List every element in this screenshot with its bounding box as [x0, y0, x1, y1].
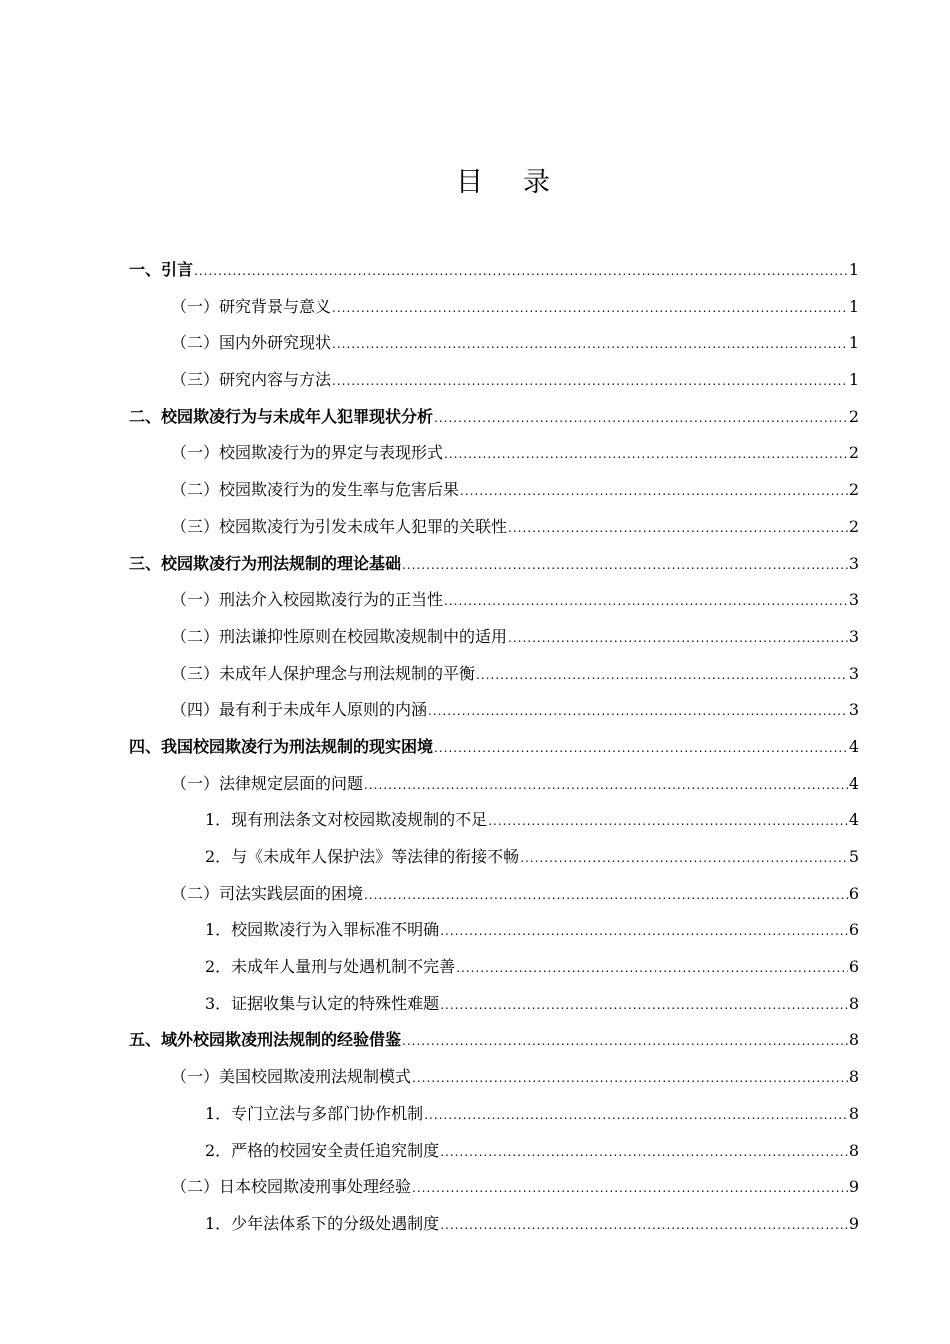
toc-dot-leader	[364, 767, 848, 804]
toc-entry-label: 3．证据收集与认定的特殊性难题	[205, 993, 440, 1013]
toc-entry-label: 1．专门立法与多部门协作机制	[205, 1103, 424, 1123]
toc-dot-leader	[444, 436, 848, 473]
toc-entry-page-number: 3	[848, 553, 859, 573]
toc-entry-label: 2．严格的校园安全责任追究制度	[205, 1140, 440, 1160]
toc-entry-level-3[interactable]	[0, 912, 950, 949]
toc-entry-page-number: 1	[848, 296, 859, 316]
toc-dot-leader	[460, 473, 848, 510]
toc-dot-leader	[440, 987, 848, 1024]
toc-entry-page-number: 9	[848, 1213, 859, 1233]
toc-dot-leader	[434, 400, 848, 437]
toc-dot-leader	[440, 1207, 848, 1244]
toc-dot-leader	[194, 253, 848, 290]
toc-entry-page-number: 8	[848, 1140, 859, 1160]
toc-entry-label: （二）司法实践层面的困境	[171, 883, 364, 903]
toc-entry-level-2[interactable]	[0, 692, 950, 729]
toc-entry-level-3[interactable]	[0, 949, 950, 986]
toc-dot-leader	[412, 1060, 848, 1097]
toc-entry-label: （三）研究内容与方法	[171, 370, 332, 390]
toc-entry-label: （一）刑法介入校园欺凌行为的正当性	[171, 590, 444, 610]
toc-entry-page-number: 8	[848, 993, 859, 1013]
toc-entry-label: （二）国内外研究现状	[171, 333, 332, 353]
toc-entry-level-3[interactable]	[0, 1096, 950, 1133]
toc-entry-label: （一）校园欺凌行为的界定与表现形式	[171, 443, 444, 463]
toc-dot-leader	[488, 803, 848, 840]
toc-entry-label: （二）校园欺凌行为的发生率与危害后果	[171, 480, 460, 500]
toc-dot-leader	[402, 547, 848, 584]
toc-dot-leader	[434, 730, 848, 767]
toc-entry-level-2[interactable]	[0, 1169, 950, 1206]
toc-entry-level-2[interactable]	[0, 1059, 950, 1096]
toc-entry-level-1[interactable]	[0, 546, 950, 583]
toc-entry-level-1[interactable]	[0, 1022, 950, 1059]
toc-dot-leader	[332, 326, 848, 363]
toc-dot-leader	[440, 913, 848, 950]
toc-entry-page-number: 2	[848, 443, 859, 463]
toc-entry-level-2[interactable]	[0, 362, 950, 399]
toc-entry-page-number: 3	[848, 626, 859, 646]
toc-entry-level-1[interactable]	[0, 399, 950, 436]
toc-entry-level-2[interactable]	[0, 472, 950, 509]
toc-dot-leader	[440, 1134, 848, 1171]
toc-entry-label: （四）最有利于未成年人原则的内涵	[171, 700, 428, 720]
toc-entry-level-3[interactable]	[0, 1133, 950, 1170]
toc-entry-page-number: 4	[848, 736, 859, 756]
toc-entry-level-2[interactable]	[0, 619, 950, 656]
toc-dot-leader	[424, 1097, 848, 1134]
toc-dot-leader	[476, 657, 848, 694]
toc-entry-page-number: 1	[848, 333, 859, 353]
toc-dot-leader	[428, 693, 848, 730]
toc-dot-leader	[508, 510, 848, 547]
toc-dot-leader	[444, 583, 848, 620]
toc-entry-label: 1．校园欺凌行为入罪标准不明确	[205, 920, 440, 940]
toc-entry-label: （二）刑法谦抑性原则在校园欺凌规制中的适用	[171, 626, 508, 646]
toc-entry-level-2[interactable]	[0, 656, 950, 693]
toc-entry-level-2[interactable]	[0, 876, 950, 913]
toc-entry-page-number: 3	[848, 700, 859, 720]
toc-dot-leader	[456, 950, 848, 987]
toc-entry-page-number: 2	[848, 406, 859, 426]
toc-entry-page-number: 8	[848, 1103, 859, 1123]
toc-dot-leader	[402, 1023, 848, 1060]
toc-entry-level-2[interactable]	[0, 509, 950, 546]
toc-entry-page-number: 1	[848, 370, 859, 390]
toc-entry-level-2[interactable]	[0, 582, 950, 619]
toc-entry-page-number: 5	[848, 847, 859, 866]
toc-dot-leader	[364, 877, 848, 914]
toc-entry-level-2[interactable]	[0, 325, 950, 362]
toc-dot-leader	[520, 840, 848, 877]
toc-entry-label: （一）法律规定层面的问题	[171, 773, 364, 793]
toc-entry-page-number: 1	[848, 260, 859, 279]
toc-entry-label: 1．现有刑法条文对校园欺凌规制的不足	[205, 810, 488, 830]
toc-dot-leader	[332, 363, 848, 400]
toc-entry-label: 四、我国校园欺凌行为刑法规制的现实困境	[129, 736, 434, 756]
toc-entry-level-3[interactable]	[0, 802, 950, 839]
toc-dot-leader	[332, 290, 848, 327]
toc-entry-label: （一）研究背景与意义	[171, 296, 332, 316]
toc-entry-label: （三）未成年人保护理念与刑法规制的平衡	[171, 663, 476, 683]
toc-entry-level-1[interactable]	[0, 252, 950, 289]
toc-entry-label: 2．与《未成年人保护法》等法律的衔接不畅	[205, 847, 520, 866]
toc-entry-level-3[interactable]	[0, 986, 950, 1023]
toc-entry-level-2[interactable]	[0, 289, 950, 326]
toc-dot-leader	[508, 620, 848, 657]
toc-entry-label: 二、校园欺凌行为与未成年人犯罪现状分析	[129, 406, 434, 426]
toc-entry-page-number: 4	[848, 810, 859, 830]
toc-entry-page-number: 3	[848, 663, 859, 683]
toc-entry-page-number: 3	[848, 590, 859, 610]
toc-entry-level-1[interactable]	[0, 729, 950, 766]
toc-entry-label: （一）美国校园欺凌刑法规制模式	[171, 1067, 412, 1087]
toc-entry-page-number: 6	[848, 883, 859, 903]
toc-entry-level-2[interactable]	[0, 435, 950, 472]
toc-entry-label: 五、域外校园欺凌刑法规制的经验借鉴	[129, 1030, 402, 1050]
page-title: 目录	[456, 167, 590, 198]
toc-entry-page-number: 8	[848, 1030, 859, 1050]
toc-entry-label: 一、引言	[129, 260, 194, 279]
toc-entry-page-number: 8	[848, 1067, 859, 1087]
toc-entry-page-number: 2	[848, 516, 859, 536]
toc-entry-page-number: 4	[848, 773, 859, 793]
toc-dot-leader	[412, 1170, 848, 1207]
toc-entry-label: 2．未成年人量刑与处遇机制不完善	[205, 957, 456, 977]
toc-entry-page-number: 2	[848, 480, 859, 500]
table-of-contents	[0, 252, 950, 1243]
toc-entry-page-number: 6	[848, 957, 859, 977]
toc-entry-page-number: 9	[848, 1177, 859, 1197]
toc-entry-label: （三）校园欺凌行为引发未成年人犯罪的关联性	[171, 516, 508, 536]
toc-entry-level-3[interactable]	[0, 839, 950, 876]
toc-entry-level-2[interactable]	[0, 766, 950, 803]
toc-entry-label: （二）日本校园欺凌刑事处理经验	[171, 1177, 412, 1197]
toc-entry-label: 1．少年法体系下的分级处遇制度	[205, 1213, 440, 1233]
toc-entry-label: 三、校园欺凌行为刑法规制的理论基础	[129, 553, 402, 573]
toc-entry-level-3[interactable]	[0, 1206, 950, 1243]
toc-entry-page-number: 6	[848, 920, 859, 940]
